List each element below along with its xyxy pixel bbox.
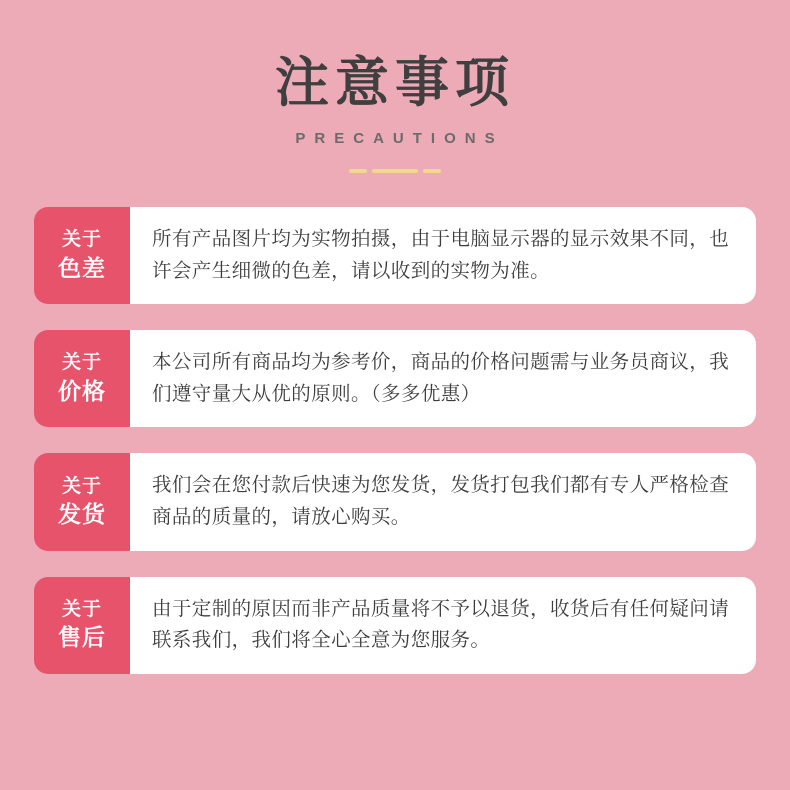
page-title: 注意事项 [275,53,515,113]
item-tag-top: 关于 [61,475,102,497]
divider-segment-right [423,169,441,173]
item-text: 由于定制的原因而非产品质量将不予以退货，收货后有任何疑问请联系我们，我们将全心全意为您服务。 [152,597,730,652]
item-text: 所有产品图片均为实物拍摄，由于电脑显示器的显示效果不同，也许会产生细微的色差，请以收到的实物为准。 [152,228,730,282]
page-header [0,0,790,173]
item-tag-price [34,330,130,427]
item-tag-top: 关于 [61,352,102,374]
list-item [34,577,756,674]
item-body [130,577,756,674]
item-tag-color-difference [34,207,130,304]
item-tag-shipping [34,453,130,550]
item-text: 本公司所有商品均为参考价，商品的价格问题需与业务员商议，我们遵守量大从优的原则。（多多优惠） [152,351,730,405]
list-item [34,453,756,550]
list-item [34,207,756,304]
item-tag-after-sales [34,577,130,674]
item-tag-bottom: 价格 [58,378,106,405]
item-tag-bottom: 色差 [58,254,106,281]
item-tag-bottom: 售后 [58,624,106,651]
item-tag-top: 关于 [61,598,102,620]
item-text: 我们会在您付款后快速为您发货，发货打包我们都有专人严格检查商品的质量的，请放心购买。 [152,474,730,528]
page-subtitle: PRECAUTIONS [295,130,504,148]
item-tag-bottom: 发货 [58,501,106,528]
item-body [130,330,756,427]
divider-segment-center [372,169,418,173]
divider-rule [349,169,441,173]
list-item [34,330,756,427]
precautions-list [0,207,790,674]
item-tag-top: 关于 [61,229,102,251]
item-body [130,207,756,304]
item-body [130,453,756,550]
divider-segment-left [349,169,367,173]
